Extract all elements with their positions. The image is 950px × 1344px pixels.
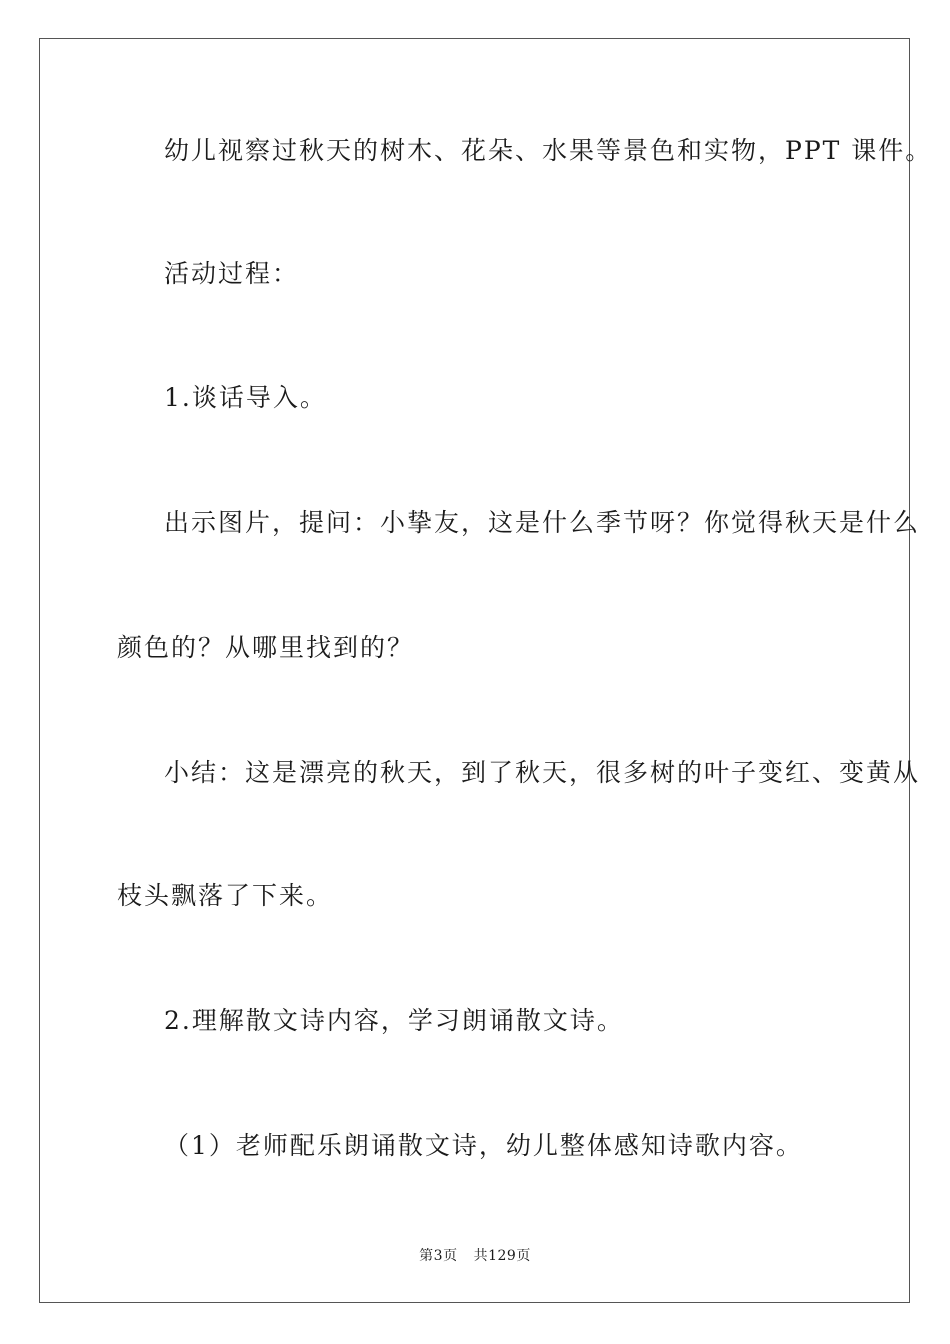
paragraph-summary-line-2: 枝头飘落了下来。 xyxy=(117,881,334,910)
page-total: 共129页 xyxy=(473,1248,531,1264)
paragraph-question-line-1: 出示图片，提问：小挚友，这是什么季节呀？你觉得秋天是什么 xyxy=(164,508,921,537)
paragraph-substep-1: （1）老师配乐朗诵散文诗，幼儿整体感知诗歌内容。 xyxy=(164,1131,803,1160)
paragraph-summary-line-1: 小结：这是漂亮的秋天，到了秋天，很多树的叶子变红、变黄从 xyxy=(164,758,921,787)
page-footer xyxy=(0,1247,950,1265)
paragraph-materials: 幼儿视察过秋天的树木、花朵、水果等景色和实物，PPT 课件。 xyxy=(164,136,933,165)
heading-activity-process: 活动过程： xyxy=(164,259,300,288)
page-border xyxy=(39,38,910,1303)
paragraph-question-line-2: 颜色的？从哪里找到的？ xyxy=(117,633,415,662)
heading-step-1: 1.谈话导入。 xyxy=(164,383,327,412)
page-number: 第3页 xyxy=(419,1248,458,1264)
heading-step-2: 2.理解散文诗内容，学习朗诵散文诗。 xyxy=(164,1006,624,1035)
